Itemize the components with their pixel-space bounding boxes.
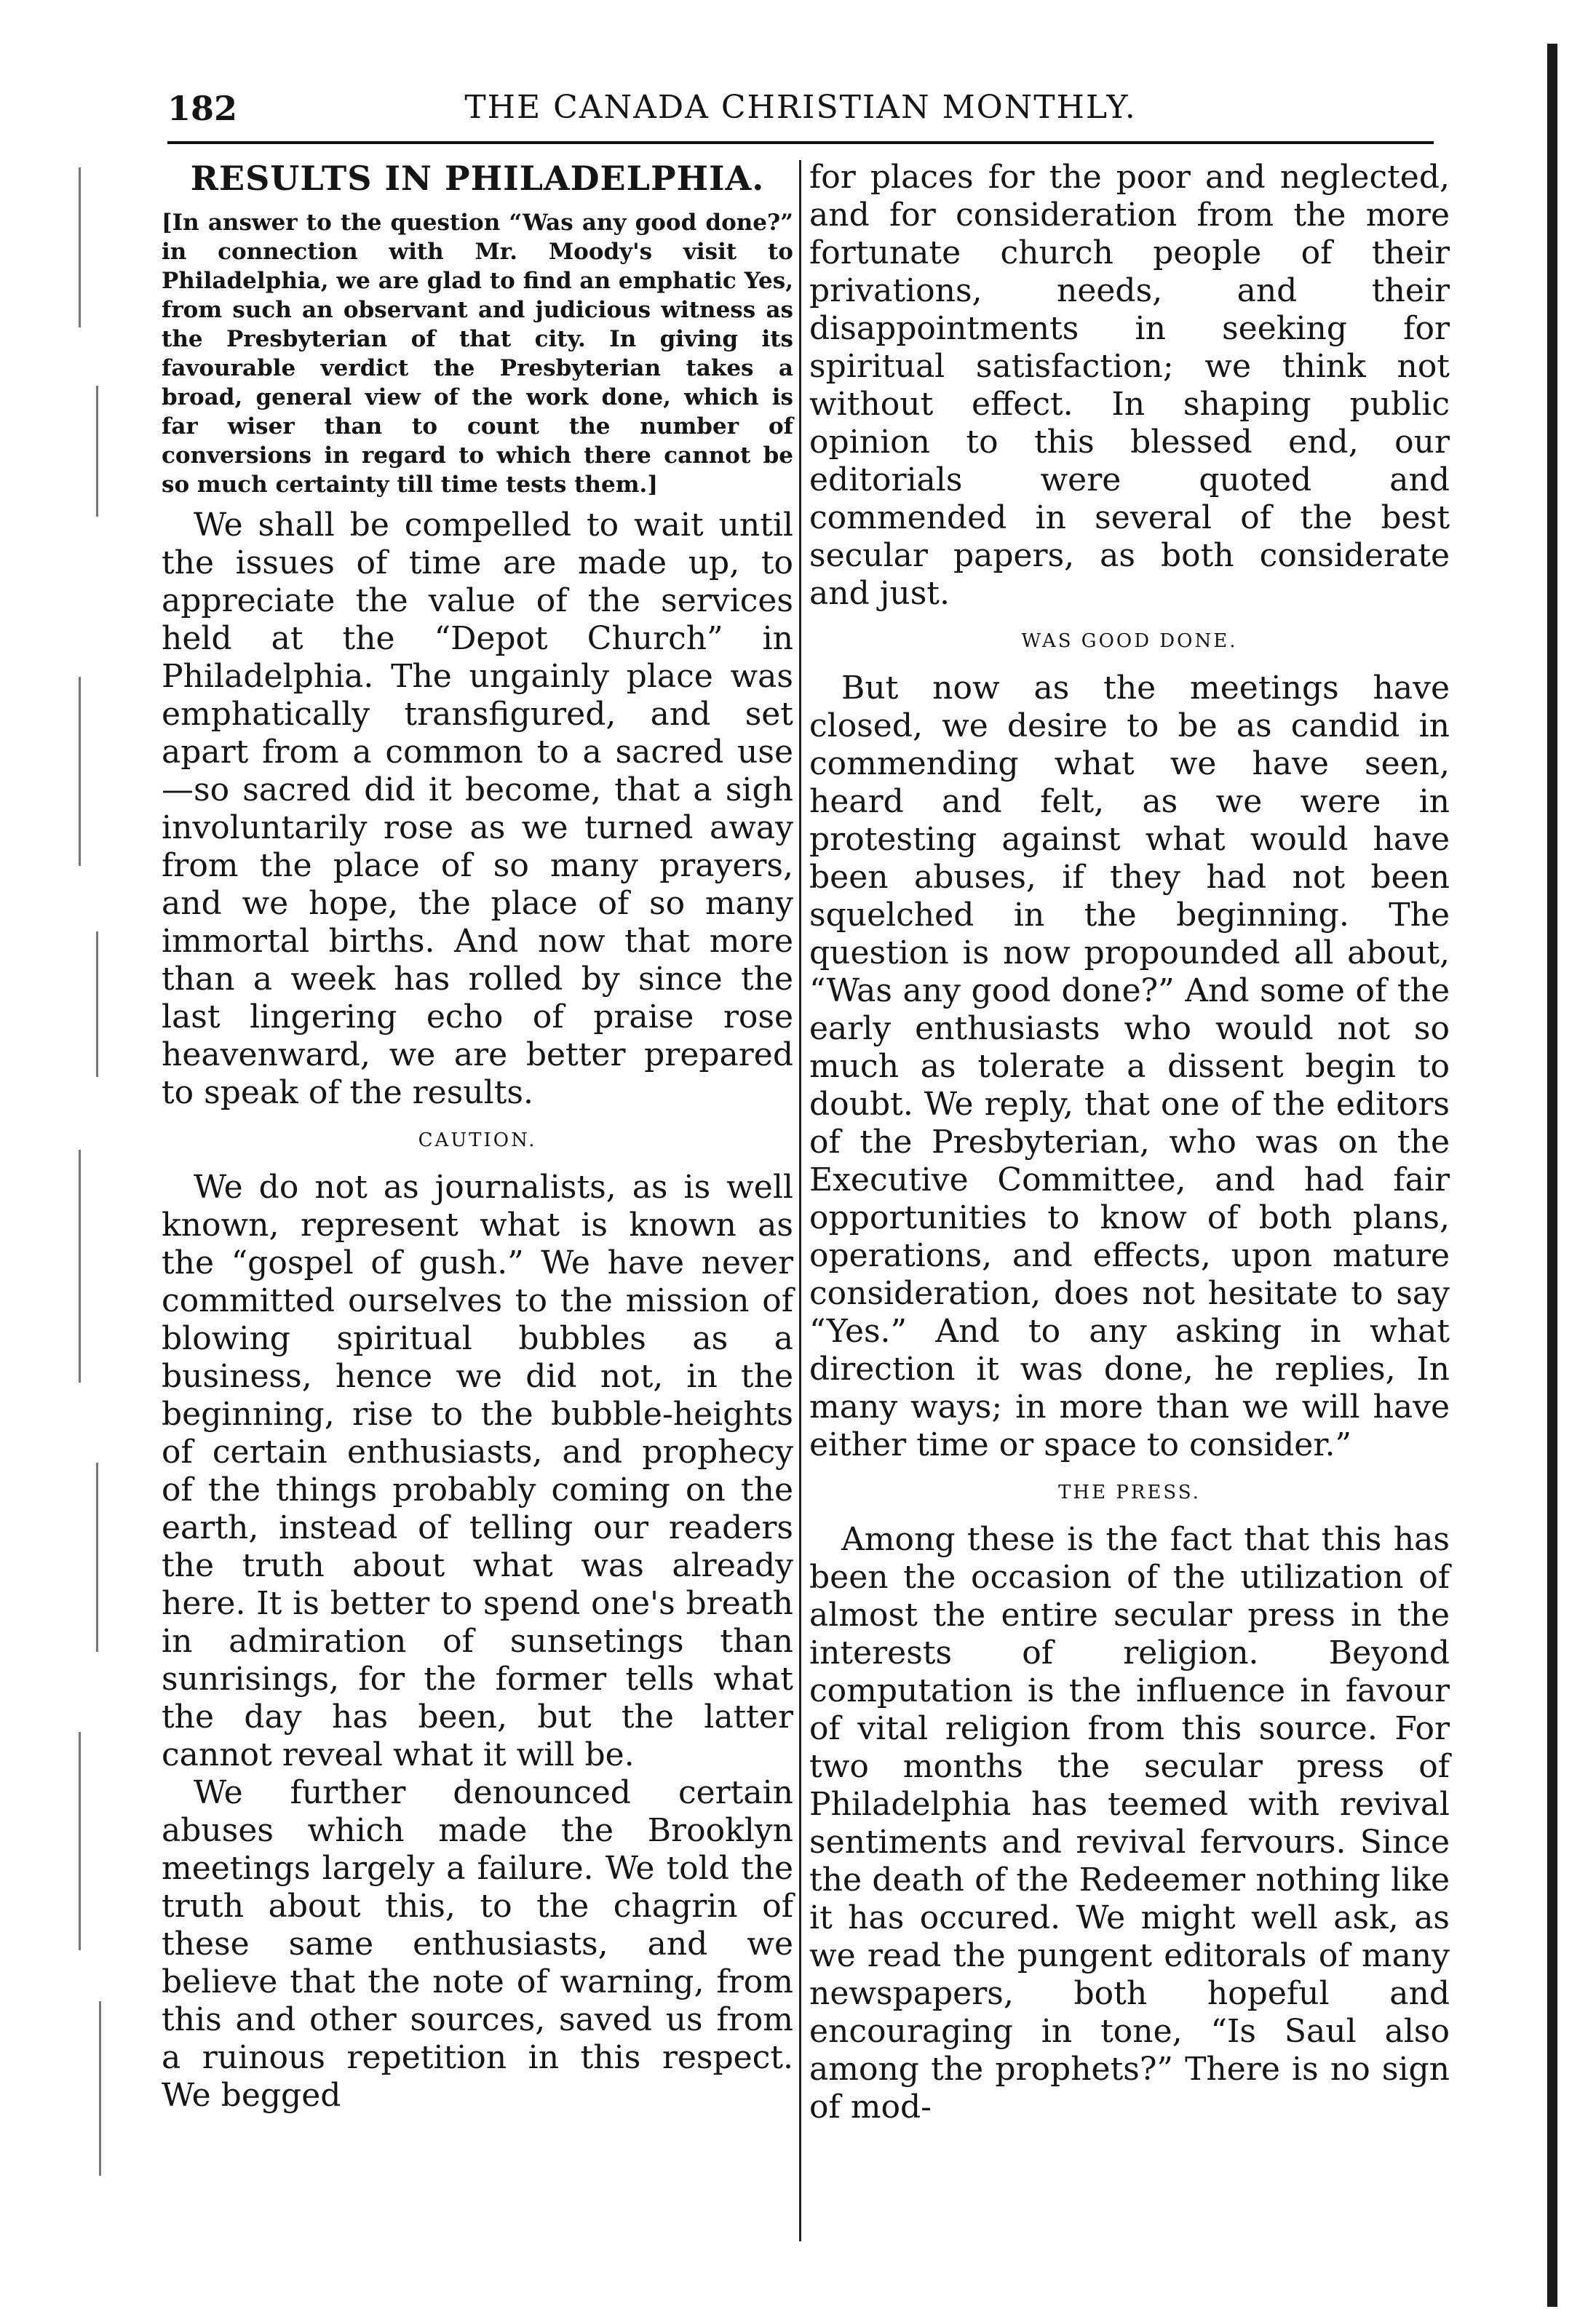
section-heading-press: THE PRESS. <box>1058 1482 1201 1503</box>
running-title: THE CANADA CHRISTIAN MONTHLY. <box>464 89 1137 126</box>
running-header <box>167 89 1434 140</box>
paragraph: But now as the meetings have closed, we desire to be as candid in commending what we have seen, heard and felt, as we were in protesting against what would have been abuses, if they had not been squelched in the beginning. The question is now propounded all about, “Was any good done?” And some of the early enthusiasts who would not so much as tolerate a dissent begin to doubt. We reply, that one of the editors of the Presbyterian, who was on the Executive Committee, and had fair opportunities to know of both plans, operations, and effects, upon mature consideration, does not hesitate to say “Yes.” And to any asking in what direction it was done, he replies, In many ways; in more than we will have either time or space to consider.” <box>809 669 1450 1463</box>
paragraph: Among these is the fact that this has been the occasion of the utilization of almost the entire secular press in the interests of religion. Beyond computation is the influence in favour of vital religion from this source. For two months the secular press of Philadelphia has teemed with revival sentiments and revival fervours. Since the death of the Redeemer nothing like it has occured. We might well ask, as we read the pungent editorals of many newspapers, both hopeful and encouraging in tone, “Is Saul also among the prophets?” There is no sign of mod- <box>809 1521 1450 2126</box>
intro-note: [In answer to the question “Was any good done?” in connection with Mr. Moody's visit to Philadelphia, we are glad to find an emphatic Yes, from such an observant and judicious witness as the Presbyterian of that city. In giving its favourable verdict the Presbyterian takes a broad, general view of the work done, which is far wiser than to count the number of conversions in regard to which there cannot be so much certainty till time tests them.] <box>162 210 793 498</box>
article-title: RESULTS IN PHILADELPHIA. <box>190 159 765 198</box>
margin-marks <box>44 167 146 2263</box>
section-heading-good-done: WAS GOOD DONE. <box>1021 630 1238 652</box>
paragraph: We do not as journalists, as is well known, represent what is known as the “gospel of gush.” We have never committed ourselves to the mission of blowing spiritual bubbles as a business, hence we did not, in the beginning, rise to the bubble-heights of certain enthusiasts, and prophecy of the things probably coming on the earth, instead of telling our readers the truth about what was already here. It is better to spend one's breath in admiration of sunsetings than sunrisings, for the former tells what the day has been, but the latter cannot reveal what it will be. <box>162 1169 793 1773</box>
page-number: 182 <box>167 89 238 128</box>
header-rule <box>167 141 1434 144</box>
paragraph: We further denounced certain abuses which made the Brooklyn meetings largely a failure. We told the truth about this, to the chagrin of these same enthusiasts, and we believe that the note of warning, from this and other sources, saved us from a ruinous repetition in this respect. We begged <box>162 1774 793 2114</box>
column-divider <box>799 160 801 2241</box>
right-column <box>809 159 1450 2126</box>
paragraph: We shall be compelled to wait until the issues of time are made up, to appreciate the value of the services held at the “Depot Church” in Philadelphia. The ungainly place was emphatically transfigured, and set apart from a common to a sacred use—so sacred did it become, that a sigh involuntarily rose as we turned away from the place of so many prayers, and we hope, the place of so many immortal births. And now that more than a week has rolled by since the last lingering echo of praise rose heavenward, we are better prepared to speak of the results. <box>162 506 793 1111</box>
paragraph-continued: for places for the poor and neglected, and for consideration from the more fortunate church people of their privations, needs, and their disappointments in seeking for spiritual satisfaction; we think not without effect. In shaping public opinion to this blessed end, our editorials were quoted and commended in several of the best secular papers, as both considerate and just. <box>809 159 1450 612</box>
page-edge-bar <box>1547 44 1557 2307</box>
left-column <box>162 159 793 2115</box>
section-heading-caution: CAUTION. <box>418 1129 537 1151</box>
